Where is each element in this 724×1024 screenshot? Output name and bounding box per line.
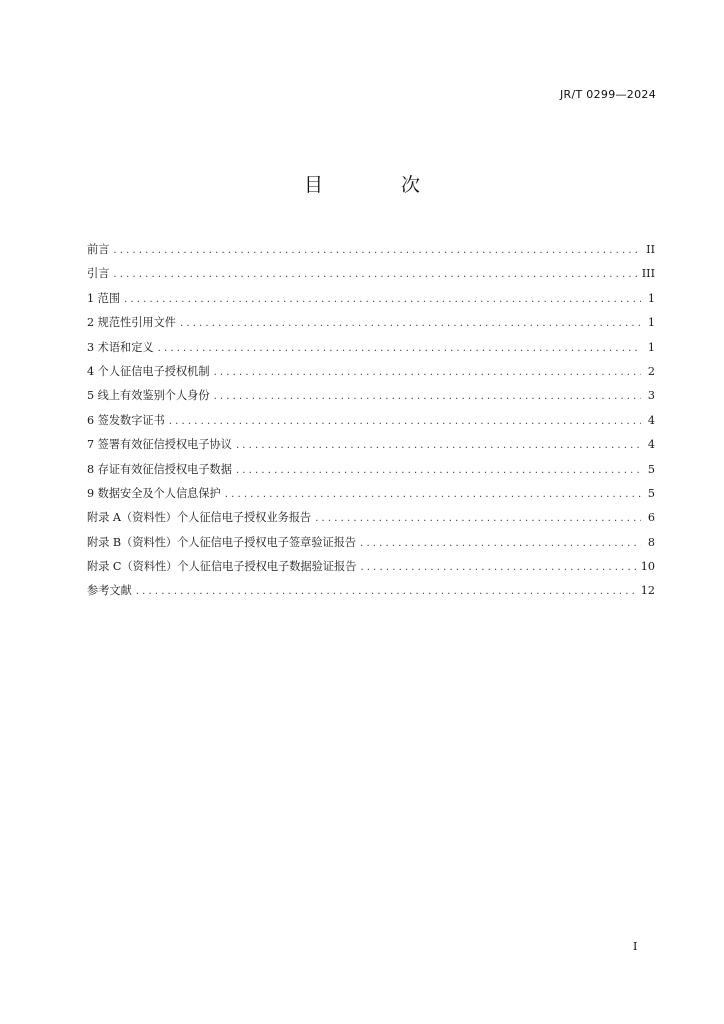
- toc-entry-page: II: [646, 243, 655, 256]
- toc-entry-label: 附录 C（资料性）个人征信电子授权电子数据验证报告: [87, 560, 357, 574]
- toc-entry-page: 10: [640, 560, 655, 574]
- toc-dot-leader: [113, 263, 637, 287]
- toc-dot-leader: [225, 483, 641, 507]
- toc-dot-leader: [124, 288, 641, 312]
- toc-entry-page: 1: [647, 340, 655, 354]
- toc-dot-leader: [214, 361, 641, 385]
- toc-dot-leader: [113, 239, 641, 263]
- toc-entry-label: 1 范围: [87, 291, 121, 305]
- toc-entry-introduction[interactable]: [87, 262, 655, 286]
- toc-entry-references[interactable]: [87, 579, 655, 603]
- toc-title: 目 次: [303, 174, 457, 196]
- toc-entry-page: 2: [647, 364, 655, 378]
- toc-dot-leader: [158, 337, 641, 361]
- toc-entry-section-2[interactable]: [87, 311, 655, 335]
- toc-entry-label: 引言: [87, 267, 110, 281]
- toc-dot-leader: [136, 580, 637, 604]
- toc-entry-label: 前言: [87, 243, 110, 256]
- document-code: JR/T 0299—2024: [560, 88, 656, 101]
- toc-entry-label: 6 签发数字证书: [87, 413, 165, 427]
- toc-entry-page: 1: [647, 291, 655, 305]
- toc-entry-label: 附录 B（资料性）个人征信电子授权电子签章验证报告: [87, 535, 357, 549]
- toc-entry-section-3[interactable]: [87, 336, 655, 360]
- toc-entry-section-4[interactable]: [87, 360, 655, 384]
- toc-entry-section-6[interactable]: [87, 409, 655, 433]
- toc-entry-label: 8 存证有效征信授权电子数据: [87, 462, 232, 476]
- toc-entry-label: 9 数据安全及个人信息保护: [87, 486, 221, 500]
- toc-entry-appendix-a[interactable]: [87, 506, 655, 530]
- toc-entry-page: 1: [647, 316, 655, 330]
- toc-dot-leader: [360, 532, 641, 556]
- toc-dot-leader: [180, 312, 641, 336]
- toc-entry-preface[interactable]: [87, 238, 655, 262]
- toc-entry-label: 2 规范性引用文件: [87, 316, 176, 330]
- toc-entry-section-1[interactable]: [87, 287, 655, 311]
- toc-entry-section-5[interactable]: [87, 384, 655, 408]
- toc-entry-page: 6: [647, 511, 655, 525]
- toc-entry-page: 5: [647, 486, 655, 500]
- toc-entry-label: 7 签署有效征信授权电子协议: [87, 438, 232, 452]
- toc-entry-page: 4: [647, 413, 655, 427]
- toc-entry-page: 8: [647, 535, 655, 549]
- toc-dot-leader: [236, 434, 641, 458]
- toc-dot-leader: [214, 385, 641, 409]
- toc-entry-label: 3 术语和定义: [87, 340, 154, 354]
- toc-dot-leader: [360, 556, 636, 580]
- toc-entry-label: 4 个人征信电子授权机制: [87, 364, 210, 378]
- toc-entry-page: 5: [647, 462, 655, 476]
- toc-entry-page: III: [641, 267, 655, 281]
- toc-entry-label: 附录 A（资料性）个人征信电子授权业务报告: [87, 511, 312, 525]
- toc-dot-leader: [236, 459, 641, 483]
- toc-entry-label: 参考文献: [87, 584, 132, 598]
- toc-entry-label: 5 线上有效鉴别个人身份: [87, 389, 210, 403]
- toc-entry-section-8[interactable]: [87, 458, 655, 482]
- toc-entry-appendix-c[interactable]: [87, 555, 655, 579]
- table-of-contents: [87, 238, 655, 604]
- toc-entry-section-9[interactable]: [87, 482, 655, 506]
- toc-dot-leader: [169, 410, 641, 434]
- toc-entry-page: 4: [647, 438, 655, 452]
- toc-entry-appendix-b[interactable]: [87, 531, 655, 555]
- toc-entry-section-7[interactable]: [87, 433, 655, 457]
- toc-dot-leader: [315, 507, 641, 531]
- page-number: I: [633, 940, 638, 953]
- toc-entry-page: 12: [640, 584, 655, 598]
- toc-entry-page: 3: [647, 389, 655, 403]
